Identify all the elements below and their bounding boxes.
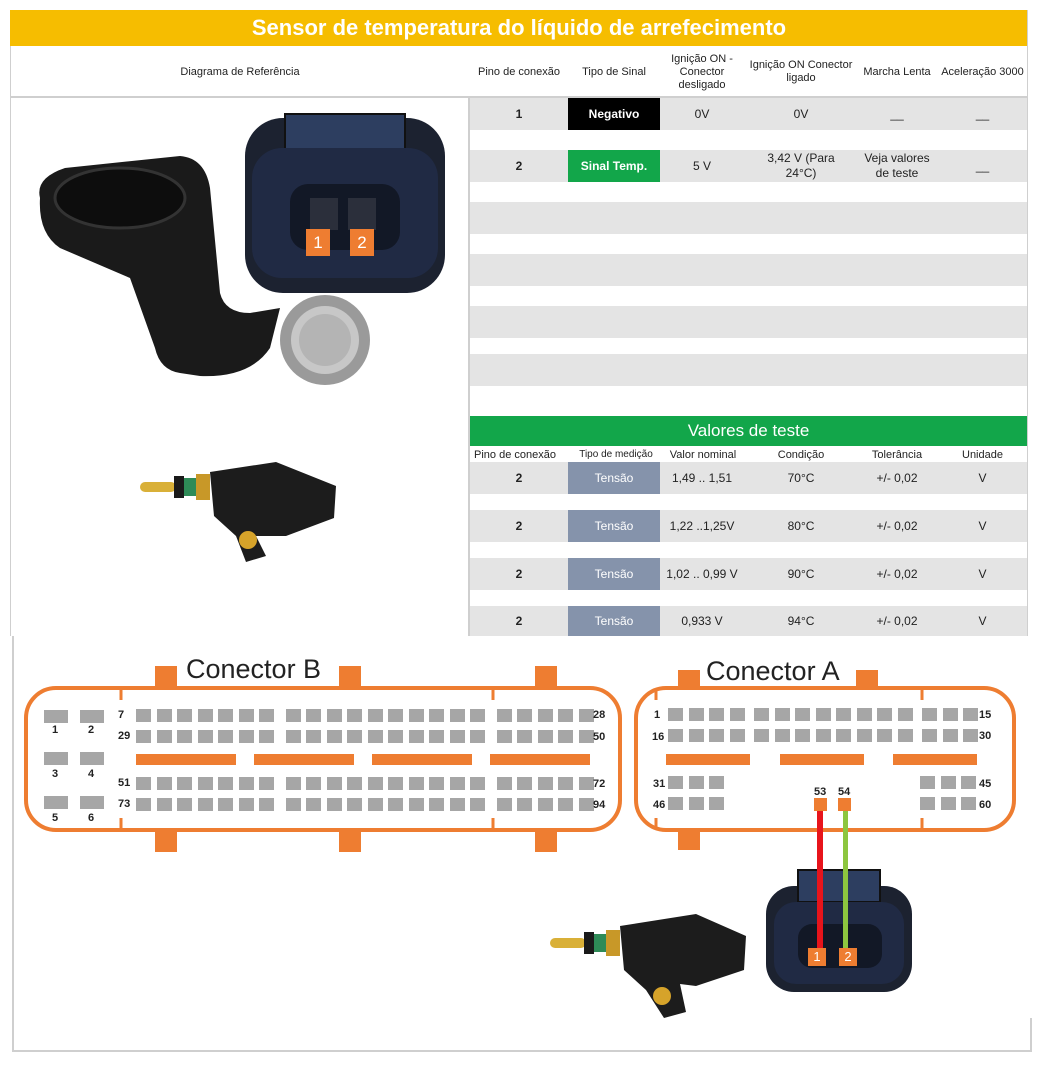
connector-b-pin <box>218 709 233 722</box>
connector-b-pin <box>286 709 301 722</box>
header-diagram: Diagrama de Referência <box>180 65 300 78</box>
connector-b-pin <box>429 777 444 790</box>
connector-b-pin <box>218 777 233 790</box>
connector-b-pin <box>286 777 301 790</box>
connector-b-pin <box>136 730 151 743</box>
connector-b-key <box>254 754 354 765</box>
test-header-pin: Pino de conexão <box>474 449 556 461</box>
connector-a-pin <box>730 708 745 721</box>
test-header-type: Tipo de medição <box>579 449 653 460</box>
test1-condition: 70°C <box>787 470 815 485</box>
connector-a-pin <box>689 729 704 742</box>
connector-a-pin <box>920 797 935 810</box>
connector-a-pin <box>668 729 683 742</box>
connector-a-pin <box>668 708 683 721</box>
connector-a-row-label: 46 <box>653 799 666 811</box>
connector-a-title: Conector A <box>706 656 840 686</box>
connector-b-pin <box>327 798 342 811</box>
connector-a-pin-53 <box>814 798 827 811</box>
connector-b-pin <box>198 798 213 811</box>
test3-condition: 90°C <box>787 566 815 581</box>
connector-a-pin <box>857 729 872 742</box>
connector-b-pin <box>409 709 424 722</box>
connector-b-pin <box>157 730 172 743</box>
connector-a-pin <box>963 729 978 742</box>
connector-b-pin <box>259 730 274 743</box>
connector-b-pin <box>429 798 444 811</box>
connector-a-pin <box>754 729 769 742</box>
connector-a-pin <box>709 729 724 742</box>
frame-right <box>1027 10 1028 636</box>
connector-b-pin <box>327 730 342 743</box>
connector-b-pin <box>239 798 254 811</box>
connector-a-key <box>666 754 750 765</box>
connector-a-pin <box>816 708 831 721</box>
row2-idle: Veja valores de teste <box>864 151 930 180</box>
sensor-photo <box>20 108 460 408</box>
connector-b-pin <box>470 730 485 743</box>
wire-green-lower <box>843 868 848 950</box>
connector-b-small-pin <box>80 752 104 765</box>
connector-b-row-label: 51 <box>118 777 131 789</box>
test3-pin: 2 <box>515 566 523 581</box>
test3-type: Tensão <box>568 558 660 590</box>
row1-ign-off: 0V <box>694 106 710 121</box>
header-pin: Pino de conexão <box>478 65 560 78</box>
connector-a-pin <box>668 776 683 789</box>
connector-a-row-label: 30 <box>979 730 992 742</box>
connector-b-pin <box>157 777 172 790</box>
connector-a-pin <box>668 797 683 810</box>
connector-b-pin <box>450 730 465 743</box>
connector-b-pin <box>538 709 553 722</box>
connector-b-pin <box>517 798 532 811</box>
connector-b-pin <box>198 709 213 722</box>
connector-b-row-label: 7 <box>118 709 125 721</box>
connector-b-pin <box>198 777 213 790</box>
connector-b-pin-label: 2 <box>88 724 95 736</box>
connector-b-pin <box>409 798 424 811</box>
page-title: Sensor de temperatura do líquido de arrefecimento <box>10 10 1028 46</box>
connector-b-pin <box>136 777 151 790</box>
frame-bottom-left <box>12 636 14 1052</box>
frame-bottom-right <box>1030 1018 1032 1052</box>
connector-b-pin <box>347 777 362 790</box>
connector-b-pin <box>497 798 512 811</box>
sensor-pin-2-label: 2 <box>350 229 374 256</box>
connector-b-row-label: 29 <box>118 730 131 742</box>
row2-accel: __ <box>975 158 990 173</box>
connector-b-pin <box>538 777 553 790</box>
connector-a-pin <box>709 797 724 810</box>
connector-b-pin <box>218 730 233 743</box>
connector-b-pin <box>177 798 192 811</box>
connector-b-pin <box>409 777 424 790</box>
connector-b-pin <box>306 798 321 811</box>
connector-a-pin <box>920 776 935 789</box>
connector-a-pin <box>836 729 851 742</box>
connector-b-pin <box>558 798 573 811</box>
connector-b-pin-label: 1 <box>52 724 59 736</box>
connector-a-pin <box>877 708 892 721</box>
connector-b-pin <box>388 730 403 743</box>
frame-left <box>10 46 11 636</box>
connector-b-row-label: 72 <box>593 778 606 790</box>
connector-b-pin <box>538 798 553 811</box>
connector-b-pin <box>157 709 172 722</box>
connector-b-key <box>372 754 472 765</box>
connector-b-pin <box>429 709 444 722</box>
test-values-title: Valores de teste <box>470 416 1027 446</box>
connector-b-small-pin <box>80 796 104 809</box>
connector-b-pin-label: 4 <box>88 768 95 780</box>
connector-b-pin <box>286 730 301 743</box>
test2-condition: 80°C <box>787 518 815 533</box>
connector-a-pin <box>922 729 937 742</box>
connector-b-pin-label: 3 <box>52 768 59 780</box>
test2-type: Tensão <box>568 510 660 542</box>
connector-b-pin <box>388 777 403 790</box>
connector-a-pin <box>877 729 892 742</box>
connector-a-pin <box>730 729 745 742</box>
row2-pin: 2 <box>515 158 523 173</box>
connector-b-pin <box>497 777 512 790</box>
connector-b-pin <box>388 709 403 722</box>
connector-a-pin <box>898 729 913 742</box>
connector-a-pin <box>795 708 810 721</box>
connector-b-pin <box>517 709 532 722</box>
connector-a-pin <box>689 776 704 789</box>
connector-b-pin <box>368 798 383 811</box>
sensor-pin-1-label: 1 <box>306 229 330 256</box>
row1-pin: 1 <box>515 106 523 121</box>
row2-ign-off: 5 V <box>692 158 711 173</box>
test1-pin: 2 <box>515 470 523 485</box>
row1-ign-on: 0V <box>793 106 809 121</box>
test4-type: Tensão <box>568 606 660 636</box>
connector-b-pin <box>306 777 321 790</box>
connector-b-row-label: 28 <box>593 709 606 721</box>
connector-b-pin <box>306 709 321 722</box>
connector-b-pin <box>450 777 465 790</box>
test3-nominal: 1,02 .. 0,99 V <box>666 566 738 581</box>
connector-b-pin <box>327 777 342 790</box>
connector-b-pin <box>239 777 254 790</box>
connector-pin-1-label: 1 <box>808 948 826 966</box>
connector-b-pin <box>558 777 573 790</box>
connector-b-pin <box>259 798 274 811</box>
test2-nominal: 1,22 ..1,25V <box>669 518 735 533</box>
connector-a-pin <box>689 708 704 721</box>
connector-a-pin <box>795 729 810 742</box>
test2-unit: V <box>978 518 987 533</box>
test3-unit: V <box>978 566 987 581</box>
connector-b-pin <box>517 777 532 790</box>
test4-nominal: 0,933 V <box>681 613 723 628</box>
connector-b-pin <box>579 709 594 722</box>
connector-b-pin <box>327 709 342 722</box>
wire-red-lower <box>817 868 823 950</box>
sensor-bottom-photo <box>546 912 751 1022</box>
test1-unit: V <box>978 470 987 485</box>
connector-b-pin <box>259 777 274 790</box>
connector-b-pin <box>306 730 321 743</box>
connector-a-pin-54 <box>838 798 851 811</box>
connector-b-pin <box>579 777 594 790</box>
connector-b-pin <box>579 798 594 811</box>
connector-a-pin <box>754 708 769 721</box>
connector-b-pin <box>538 730 553 743</box>
connector-b-small-pin <box>80 710 104 723</box>
row1-idle: __ <box>890 106 904 121</box>
connector-a-pin <box>775 729 790 742</box>
connector-b-pin <box>450 798 465 811</box>
connector-b-pin <box>157 798 172 811</box>
row2-signal-badge: Sinal Temp. <box>568 150 660 182</box>
empty-row <box>470 254 1027 286</box>
connector-bottom-photo <box>764 868 914 996</box>
test2-tolerance: +/- 0,02 <box>876 518 918 533</box>
connector-b-pin <box>470 777 485 790</box>
header-accel: Aceleração 3000 <box>941 65 1024 78</box>
connector-b-pin <box>409 730 424 743</box>
empty-row <box>470 354 1027 386</box>
sensor-small-photo <box>136 456 341 566</box>
connector-b-pin <box>347 709 362 722</box>
header-ign-on: Ignição ON Conector ligado <box>749 59 853 84</box>
connector-b-pin <box>368 730 383 743</box>
header-signal: Tipo de Sinal <box>582 65 646 78</box>
test-header-tolerance: Tolerância <box>871 449 923 461</box>
connector-b-small-pin <box>44 710 68 723</box>
connector-a-row-label: 15 <box>979 709 992 721</box>
row1-signal-badge: Negativo <box>568 98 660 130</box>
connector-b-key <box>136 754 236 765</box>
connector-a-pin <box>816 729 831 742</box>
header-ign-off: Ignição ON - Conector desligado <box>671 52 733 91</box>
connector-a-pin <box>709 708 724 721</box>
row2-ign-on: 3,42 V (Para 24°C) <box>767 151 835 180</box>
test1-type: Tensão <box>568 462 660 494</box>
connector-a-pin <box>961 776 976 789</box>
connector-a-pin <box>961 797 976 810</box>
test4-pin: 2 <box>515 613 523 628</box>
connector-b-small-pin <box>44 796 68 809</box>
connector-b-pin <box>177 777 192 790</box>
connector-b-key <box>490 754 590 765</box>
connector-b-pin <box>239 709 254 722</box>
test3-tolerance: +/- 0,02 <box>876 566 918 581</box>
connector-b-pin <box>388 798 403 811</box>
connector-a-pin <box>898 708 913 721</box>
connector-b-pin-label: 5 <box>52 812 59 824</box>
connector-b-pin <box>239 730 254 743</box>
connector-b-pin <box>450 709 465 722</box>
test4-unit: V <box>978 613 987 628</box>
test-header-nominal: Valor nominal <box>669 449 737 461</box>
connector-a-row-label: 1 <box>654 709 661 721</box>
connector-a-key <box>893 754 977 765</box>
empty-row <box>470 306 1027 338</box>
connector-a-wired-pin-label: 53 <box>814 786 827 798</box>
connector-a-pin <box>943 708 958 721</box>
connector-a-row-label: 31 <box>653 778 666 790</box>
connector-a-pin <box>689 797 704 810</box>
connector-a-pin <box>963 708 978 721</box>
connector-b-row-label: 94 <box>593 799 606 811</box>
connector-a-key <box>780 754 864 765</box>
row1-accel: __ <box>975 106 990 121</box>
connector-a-pin <box>857 708 872 721</box>
test4-condition: 94°C <box>787 613 815 628</box>
connector-b-row-label: 73 <box>118 798 131 810</box>
frame-bottom-rule <box>12 1050 1032 1052</box>
connector-b-row-label: 50 <box>593 731 606 743</box>
test-header-unit: Unidade <box>962 449 1003 461</box>
connector-b-pin <box>347 730 362 743</box>
connector-b-pin <box>368 709 383 722</box>
connector-a-row-label: 16 <box>652 731 665 743</box>
test-header-condition: Condição <box>777 449 825 461</box>
test2-pin: 2 <box>515 518 523 533</box>
connector-b-pin <box>177 709 192 722</box>
connector-b-pin <box>136 709 151 722</box>
connector-a-pin <box>941 776 956 789</box>
connector-b-pin <box>579 730 594 743</box>
connector-b-pin <box>177 730 192 743</box>
connector-a-row-label: 60 <box>979 799 992 811</box>
connector-a-row-label: 45 <box>979 778 992 790</box>
connector-a-pin <box>775 708 790 721</box>
connector-b-pin <box>259 709 274 722</box>
connector-a-wired-pin-label: 54 <box>838 786 851 798</box>
connector-b-pin <box>136 798 151 811</box>
connector-a-pin <box>922 708 937 721</box>
empty-row <box>470 202 1027 234</box>
connector-b-pin <box>497 709 512 722</box>
header-idle: Marcha Lenta <box>863 65 931 78</box>
connector-b-pin-label: 6 <box>88 812 95 824</box>
connector-b-pin <box>497 730 512 743</box>
connector-b-pin <box>198 730 213 743</box>
connector-a-pin <box>709 776 724 789</box>
connector-b-pin <box>558 709 573 722</box>
connector-b-pin <box>218 798 233 811</box>
test4-tolerance: +/- 0,02 <box>876 613 918 628</box>
test1-nominal: 1,49 .. 1,51 <box>671 470 733 485</box>
connector-b-pin <box>470 709 485 722</box>
connector-b-small-pin <box>44 752 68 765</box>
connector-b-pin <box>558 730 573 743</box>
connector-b-title: Conector B <box>186 654 322 684</box>
connector-b-pin <box>368 777 383 790</box>
test1-tolerance: +/- 0,02 <box>876 470 918 485</box>
connector-a-pin <box>943 729 958 742</box>
connector-a-pin <box>941 797 956 810</box>
connector-a-pin <box>836 708 851 721</box>
connector-b-pin <box>429 730 444 743</box>
connector-pin-2-label: 2 <box>839 948 857 966</box>
connector-b-pin <box>347 798 362 811</box>
connector-b-pin <box>286 798 301 811</box>
connector-b-pin <box>517 730 532 743</box>
connector-b-pin <box>470 798 485 811</box>
